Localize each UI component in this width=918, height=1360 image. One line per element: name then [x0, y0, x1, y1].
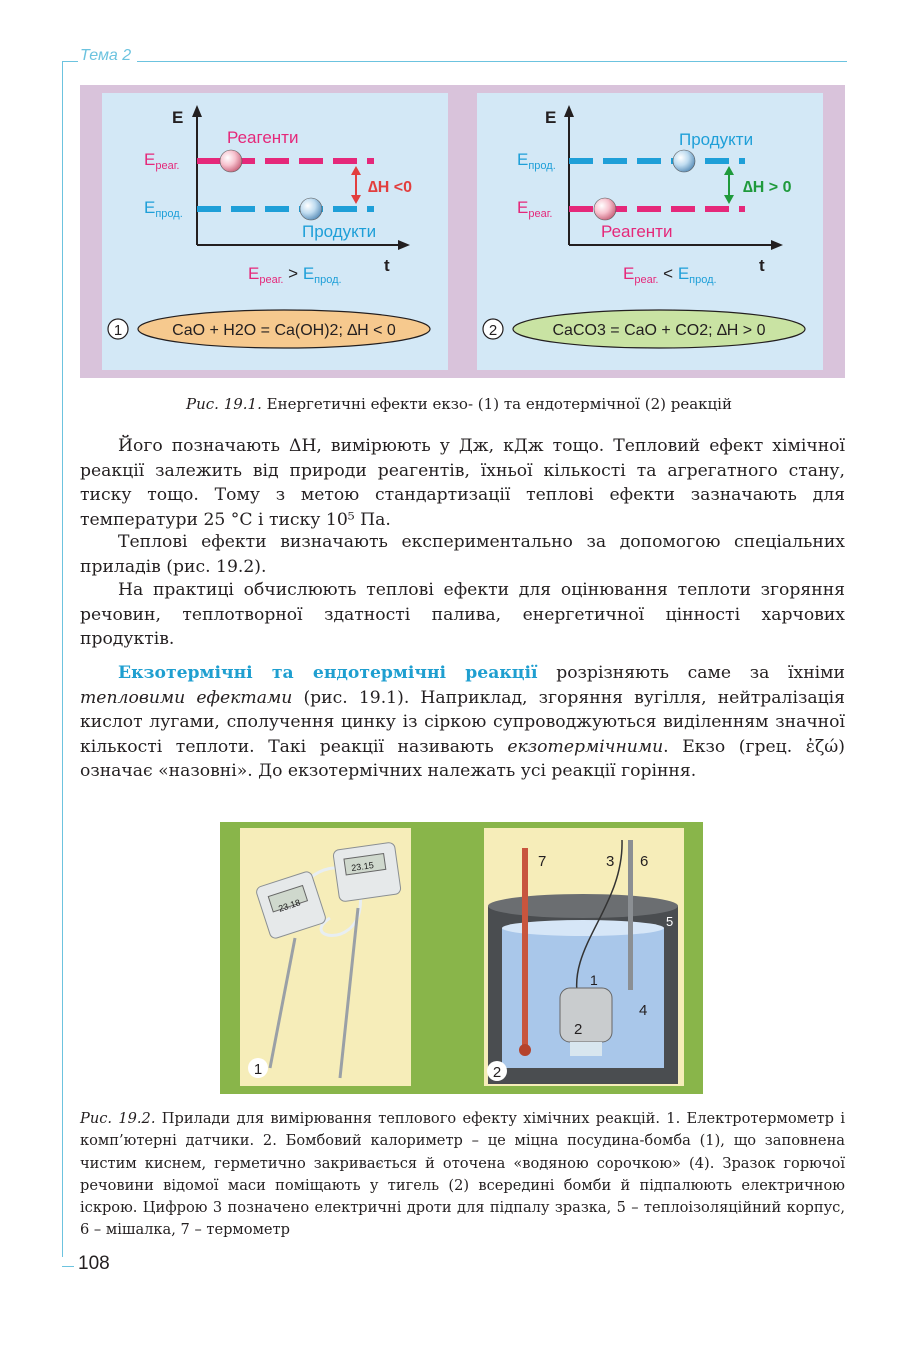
header-rule: [62, 61, 847, 62]
electrothermometer-photo: [240, 828, 411, 1086]
products-label: Продукти: [302, 222, 377, 241]
thermometer-rod: [522, 848, 528, 1048]
paragraph-1: Його позначають ΔH, вимірюють у Дж, кДж тощо. Тепловий ефект хімічної реакції залежить від природи реагентів, їхньої кількості та агрегатного стану, тиску тощо. Тому з метою стандартизації теплові ефекти зазначають для температури 25 °С і тиску 10⁵ Па.: [80, 436, 845, 530]
paragraph-4-text-a: розрізняють саме за їхніми: [537, 663, 845, 683]
paragraph-4-text-c: . Екзо (грец. ἐζώ) означає «назовні». До екзотермічних належать усі реакції горіння.: [80, 736, 846, 782]
label-4: 4: [639, 1002, 648, 1019]
y-axis-label: E: [545, 108, 557, 127]
crucible-base: [570, 1042, 602, 1056]
stirrer-rod: [628, 840, 633, 990]
figure-19-2-caption: [80, 1108, 845, 1242]
energy-relation: $E_{реаг.} < E_{прод.}$: [623, 264, 717, 286]
paragraph-2: Теплові ефекти визначають експериментально за допомогою спеціальних приладів (рис. 19.2).: [80, 532, 845, 577]
label-7: 7: [538, 853, 547, 870]
display-reading-a: 23.18: [277, 897, 302, 914]
x-axis-label: t: [759, 256, 765, 275]
figure-19-1: [80, 85, 845, 378]
products-ball-icon: [673, 150, 695, 172]
paragraph-4: [80, 661, 845, 784]
products-level-label: $E_{прод.}$: [144, 198, 183, 220]
equation: CaO + H2O = Ca(OH)2; ∆H < 0: [172, 322, 396, 339]
y-axis-arrow: [192, 105, 202, 117]
figure-19-2: [220, 822, 703, 1094]
topic-label: Тема 2: [78, 47, 137, 65]
exothermic-diagram: [102, 93, 448, 370]
caption-label: Рис. 19.1.: [186, 395, 262, 413]
photo-number: 2: [492, 1064, 502, 1081]
label-2: 2: [574, 1021, 583, 1038]
label-3: 3: [606, 853, 615, 870]
caption-text: Прилади для вимірювання теплового ефекту хімічних реакцій. 1. Електротермометр і комп’ютерні датчики. 2. Бомбовий калориметр – це міцна посудина-бомба (1), що заповнена чистим киснем, герметично закривається й оточена «водяною сорочкою» (4). Зразок горючої речовини відомої маси поміщають у тигель (2) всередині бомби й підпалюють електричною іскрою. Цифрою 3 позначено електричні дроти для підпалу зразка, 5 – теплоізоляційний корпус, 6 – мішалка, 7 – термометр: [80, 1110, 845, 1239]
margin-rule: [62, 61, 63, 1257]
x-axis-label: t: [384, 256, 390, 275]
bomb-calorimeter-photo: [484, 828, 684, 1086]
page-number: 108: [78, 1253, 110, 1274]
figure-19-1-caption: [0, 395, 918, 413]
paragraph-4-text-b: (рис. 19.1). Наприклад, згоряння вугілля, нейтралізація кислот лугами, сполучення цинку із сіркою супроводжуються виділенням значної кількості теплоти. Такі реакції називають: [80, 687, 845, 757]
x-axis-arrow: [771, 240, 783, 250]
probe-rod: [270, 938, 295, 1068]
delta-arrow-up-head: [351, 166, 361, 175]
paragraph-3: На практиці обчислюють теплові ефекти для оцінювання теплоти згоряння речовин, теплотворної здатності палива, енергетичної цінності харчових продуктів.: [80, 580, 845, 650]
delta-h-label: ∆H <0: [368, 179, 413, 196]
caption-text: Енергетичні ефекти екзо- (1) та ендотермічної (2) реакцій: [261, 395, 732, 413]
energy-relation: $E_{реаг.} > E_{прод.}$: [248, 264, 342, 286]
panel-number: 1: [113, 322, 123, 339]
delta-arrow-down-head: [724, 195, 734, 204]
thermometer-bulb: [519, 1044, 531, 1056]
delta-arrow-up-head: [724, 166, 734, 175]
equation: CaCO3 = CaO + CO2; ∆H > 0: [552, 322, 766, 339]
reagents-ball-icon: [220, 150, 242, 172]
reagents-level-label: $E_{реаг.}$: [144, 150, 180, 172]
caption-label: Рис. 19.2.: [80, 1110, 156, 1127]
italic-term-2: екзотермічними: [507, 736, 664, 757]
display-reading-b: 23.15: [350, 860, 375, 874]
delta-arrow-down-head: [351, 195, 361, 204]
products-level-label: $E_{прод.}$: [517, 150, 556, 172]
reagents-ball-icon: [594, 198, 616, 220]
footer-tick: [62, 1266, 74, 1267]
y-axis-arrow: [564, 105, 574, 117]
x-axis-arrow: [398, 240, 410, 250]
italic-term-1: тепловими ефектами: [80, 687, 293, 708]
reagents-label: Реагенти: [227, 128, 299, 147]
photo-number: 1: [253, 1061, 263, 1078]
bomb-vessel: [560, 988, 612, 1042]
label-1: 1: [590, 972, 598, 988]
delta-h-label: ∆H > 0: [743, 179, 792, 196]
products-ball-icon: [300, 198, 322, 220]
panel-number: 2: [488, 322, 498, 339]
reagents-label: Реагенти: [601, 222, 673, 241]
endothermic-diagram: [477, 93, 823, 370]
label-6: 6: [640, 853, 649, 870]
calorimeter-lid: [488, 894, 678, 918]
products-label: Продукти: [679, 130, 754, 149]
reagents-level-label: $E_{реаг.}$: [517, 198, 553, 220]
term-highlight: Екзотермічні та ендотермічні реакції: [118, 663, 538, 683]
label-5: 5: [666, 914, 674, 929]
y-axis-label: E: [172, 108, 184, 127]
